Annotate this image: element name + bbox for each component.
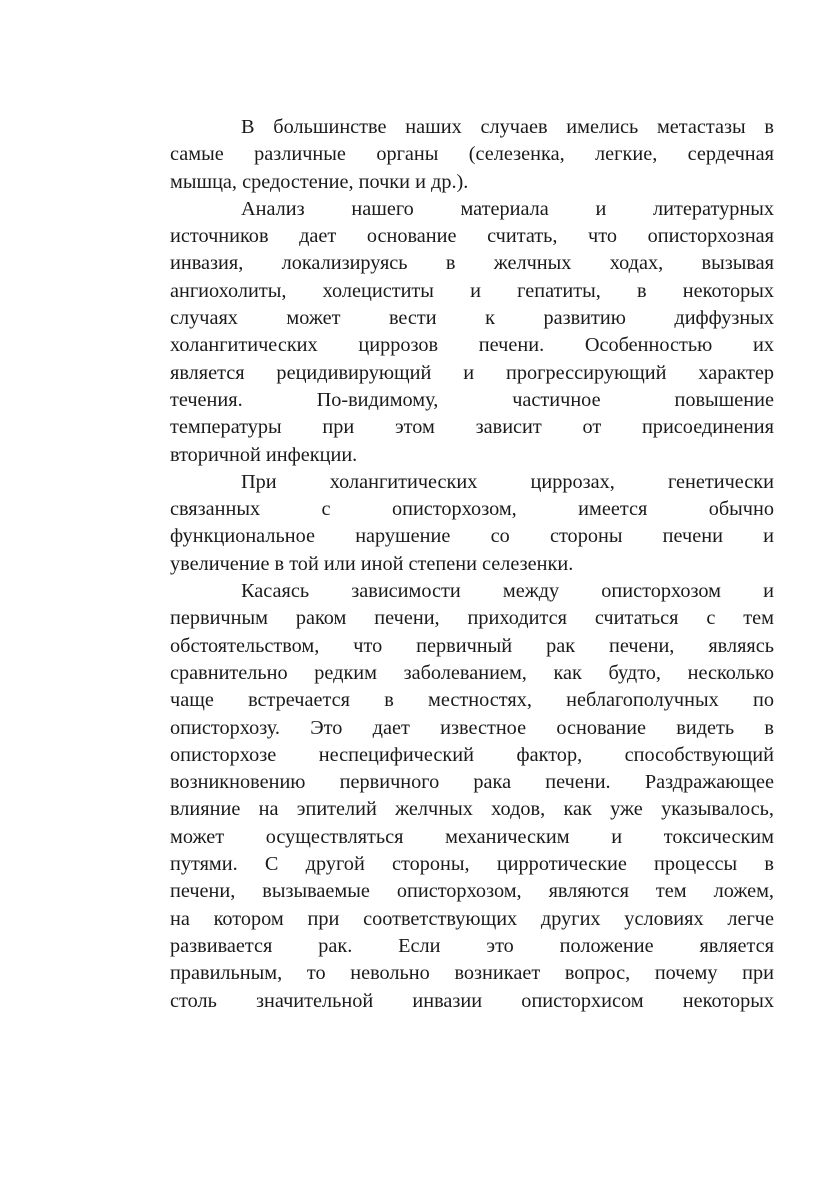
text-line: вторичной инфекции.: [170, 443, 358, 466]
body-text: [170, 114, 774, 1015]
text-line: правильным, то невольно возникает вопрос, почему при: [170, 962, 774, 985]
text-line: мышца, средостение, почки и др.).: [170, 170, 469, 193]
text-line: описторхозе неспецифический фактор, способствующий: [170, 743, 774, 766]
text-line: самые различные органы (селезенка, легкие, сердечная: [170, 143, 774, 166]
text-line: развивается рак. Если это положение является: [170, 934, 774, 957]
text-line: температуры при этом зависит от присоединения: [170, 416, 774, 439]
text-line: сравнительно редким заболеванием, как будто, несколько: [170, 661, 774, 684]
text-line: может осуществляться механическим и токсическим: [170, 825, 774, 848]
text-line: печени, вызываемые описторхозом, являются тем ложем,: [170, 880, 774, 903]
text-line: путями. С другой стороны, цирротические процессы в: [170, 853, 774, 876]
text-line: инвазия, локализируясь в желчных ходах, вызывая: [170, 252, 774, 275]
text-line: холангитических циррозов печени. Особенностью их: [170, 334, 774, 357]
text-line: функциональное нарушение со стороны печени и: [170, 525, 774, 548]
paragraph: [170, 578, 774, 1015]
text-line: является рецидивирующий и прогрессирующий характер: [170, 361, 774, 384]
text-line: случаях может вести к развитию диффузных: [170, 307, 774, 330]
text-line: чаще встречается в местностях, неблагополучных по: [170, 689, 774, 712]
text-line: на котором при соответствующих других условиях легче: [170, 907, 774, 930]
text-line: возникновению первичного рака печени. Раздражающее: [170, 771, 774, 794]
text-line: обстоятельством, что первичный рак печени, являясь: [170, 634, 774, 657]
text-line: влияние на эпителий желчных ходов, как уже указывалось,: [170, 798, 774, 821]
text-line: связанных с описторхозом, имеется обычно: [170, 498, 774, 521]
text-line: Анализ нашего материала и литературных: [241, 197, 774, 220]
text-line: описторхозу. Это дает известное основание видеть в: [170, 716, 774, 739]
paragraph: [170, 114, 774, 196]
text-line: Касаясь зависимости между описторхозом и: [241, 580, 774, 603]
text-line: первичным раком печени, приходится считаться с тем: [170, 607, 774, 630]
paragraph: [170, 469, 774, 578]
text-line: течения. По-видимому, частичное повышение: [170, 388, 774, 411]
text-line: источников дает основание считать, что описторхозная: [170, 225, 774, 248]
text-line: ангиохолиты, холециститы и гепатиты, в некоторых: [170, 279, 774, 302]
text-line: В большинстве наших случаев имелись метастазы в: [241, 116, 774, 138]
paragraph: [170, 196, 774, 469]
text-line: столь значительной инвазии описторхисом некоторых: [170, 989, 774, 1012]
text-line: При холангитических циррозах, генетически: [241, 470, 774, 493]
text-line: увеличение в той или иной степени селезенки.: [170, 552, 574, 575]
